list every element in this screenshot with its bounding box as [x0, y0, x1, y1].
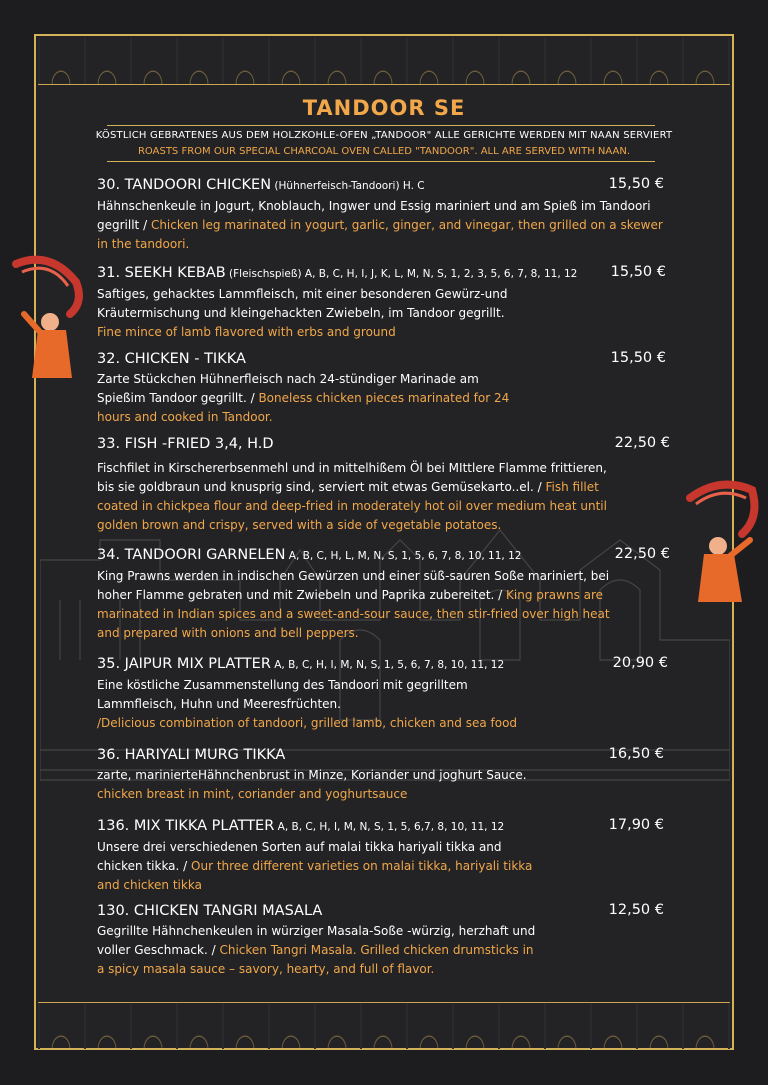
dish-name: 34. TANDOORI GARNELEN: [97, 547, 286, 563]
dish-desc-de: Hähnschenkeule in Jogurt, Knoblauch, Ingwer und Essig mariniert und am Spieß im Tandoori gegrillt /: [97, 199, 651, 232]
dish-desc-en: Fish fillet coated in chickpea flour and deep-fried in moderately hot oil over medium heat until golden brown and crispy, served with a side of vegetable potatoes.: [97, 480, 607, 532]
dish-name: 30. TANDOORI CHICKEN: [97, 177, 272, 193]
menu-item-jaipur-mix-platter: [97, 655, 672, 733]
menu-item-chicken-tikka: [97, 350, 672, 427]
title-divider-top: [107, 125, 655, 126]
menu-item-seekh-kebab: [97, 264, 672, 342]
dish-name: 31. SEEKH KEBAB: [97, 265, 226, 281]
dish-allergens: A, B, C, H, L, M, N, S, 1, 5, 6, 7, 8, 10, 11, 12: [285, 550, 522, 562]
dish-allergens: (Fleischspieß) A, B, C, H, I, J, K, L, M, N, S, 1, 2, 3, 5, 6, 7, 8, 11, 12: [225, 268, 578, 280]
dish-name: 32. CHICKEN - TIKKA: [97, 351, 246, 367]
dish-price: 22,50 €: [614, 546, 670, 562]
dish-name: 36. HARIYALI MURG TIKKA: [97, 747, 286, 763]
dish-name: 35. JAIPUR MIX PLATTER: [97, 656, 271, 672]
dish-desc-de: Saftiges, gehacktes Lammfleisch, mit einer besonderen Gewürz-und Kräutermischung und kleingehackten Zwiebeln, im Tandoor gegrillt.: [97, 287, 508, 320]
dish-price: 16,50 €: [608, 746, 664, 762]
dish-desc-de: Unsere drei verschiedenen Sorten auf malai tikka hariyali tikka and chicken tikka. /: [97, 840, 502, 873]
dish-desc-de: Fischfilet in Kirschererbsenmehl und in mittelhißem Öl bei MIttlere Flamme frittieren, bis sie goldbraun und knusprig sind, serviert mit etwas Gemüsekarto..el. /: [97, 461, 607, 494]
dish-desc-de: zarte, marinierteHähnchenbrust in Minze, Koriander und joghurt Sauce.: [97, 768, 527, 782]
dancer-illustration-left: [10, 252, 90, 382]
dish-desc-de: King Prawns werden in indischen Gewürzen und einer süß-sauren Soße mariniert, bei hoher Flamme gebraten und mit Zwiebeln und Paprika zubereitet. /: [97, 569, 610, 602]
menu-item-chicken-tangri-masala: [97, 902, 672, 979]
dish-price: 17,90 €: [608, 817, 664, 833]
menu-item-fish-fried: [97, 435, 672, 535]
title-divider-bottom: [107, 161, 655, 162]
dish-desc-de: Eine köstliche Zusammenstellung des Tandoori mit gegrilltem Lammfleisch, Huhn und Meeresfrüchten.: [97, 678, 468, 711]
dish-price: 15,50 €: [610, 350, 666, 366]
dish-price: 20,90 €: [612, 655, 668, 671]
dancer-illustration-right: [680, 478, 760, 608]
dish-desc-de: Zarte Stückchen Hühnerfleisch nach 24-stündiger Marinade am Spießim Tandoor gegrillt. /: [97, 372, 479, 405]
dish-price: 15,50 €: [610, 264, 666, 280]
dish-allergens: (Hühnerfeisch-Tandoori) H. C: [271, 180, 425, 192]
dish-name: 136. MIX TIKKA PLATTER: [97, 818, 275, 834]
dish-desc-en: Fine mince of lamb flavored with erbs and ground: [97, 325, 396, 339]
dish-desc-en: chicken breast in mint, coriander and yoghurtsauce: [97, 787, 408, 801]
dish-price: 12,50 €: [608, 902, 664, 918]
dish-desc-en: /Delicious combination of tandoori, grilled lamb, chicken and sea food: [97, 716, 518, 730]
menu-item-tandoori-garnelen: [97, 546, 672, 643]
dish-desc-en: Our three different varieties on malai tikka, hariyali tikka and chicken tikka: [97, 859, 533, 892]
dish-desc-de: Gegrillte Hähnchenkeulen in würziger Masala-Soße -würzig, herzhaft und voller Geschmack. /: [97, 924, 536, 957]
menu-item-hariyali-murg-tikka: [97, 746, 672, 804]
dish-allergens: A, B, C, H, I, M, N, S, 1, 5, 6, 7, 8, 10, 11, 12: [270, 659, 505, 671]
menu-item-tandoori-chicken: [97, 176, 672, 254]
dish-price: 15,50 €: [608, 176, 664, 192]
dish-desc-en: Boneless chicken pieces marinated for 24 hours and cooked in Tandoor.: [97, 391, 510, 424]
dish-allergens: A, B, C, H, I, M, N, S, 1, 5, 6,7, 8, 10, 11, 12: [274, 821, 505, 833]
dish-desc-en: King prawns are marinated in Indian spices and a sweet-and-sour sauce, then stir-fried over high heat and prepared with onions and bell peppers.: [97, 588, 610, 640]
dish-name: 33. FISH -FRIED 3,4, H.D: [97, 436, 274, 452]
dish-name: 130. CHICKEN TANGRI MASALA: [97, 903, 323, 919]
dish-desc-en: Chicken Tangri Masala. Grilled chicken drumsticks in a spicy masala sauce – savory, hearty, and full of flavor.: [97, 943, 534, 976]
ornamental-border-bottom: [38, 1002, 730, 1049]
dish-price: 22,50 €: [614, 435, 670, 451]
menu-item-mix-tikka-platter: [97, 817, 672, 895]
section-subtitle-de: KÖSTLICH GEBRATENES AUS DEM HOLZKOHLE-OFEN „TANDOOR" ALLE GERICHTE WERDEN MIT NAAN SERVIERT: [95, 130, 673, 141]
section-title: TANDOOR SE: [302, 96, 466, 120]
ornamental-border-top: [38, 38, 730, 85]
section-subtitle-en: ROASTS FROM OUR SPECIAL CHARCOAL OVEN CALLED "TANDOOR". ALL ARE SERVED WITH NAAN.: [137, 146, 631, 157]
dish-desc-en: Chicken leg marinated in yogurt, garlic, ginger, and vinegar, then grilled on a skewer in the tandoori.: [97, 218, 663, 251]
